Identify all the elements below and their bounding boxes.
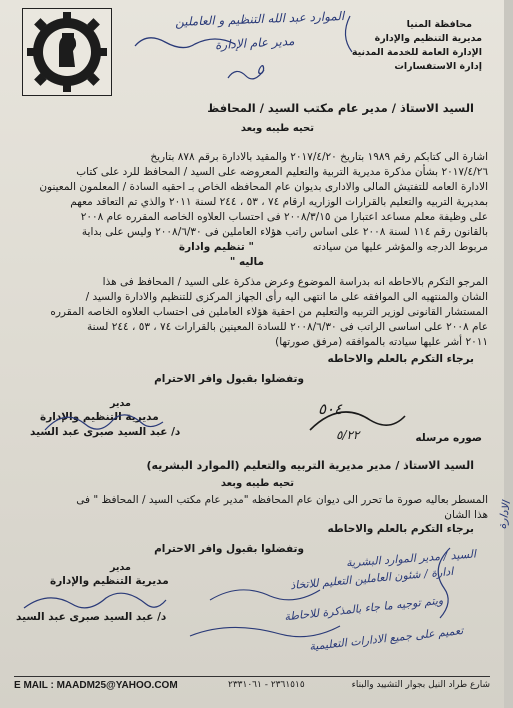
letter1-body2-line: عام ٢٠٠٨ على اساسى الراتب فى ٢٠٠٨/٦/٣٠ للسادة المعينين بالقرارات ٧٤ ، ٥٣ ، ٢٤٤ لسنة [86, 321, 488, 333]
handwritten-instruction-3: ويتم توجيه ما جاء بالمذكرة للاحاطة [284, 593, 445, 624]
letter2-body-line: هذا الشان [444, 509, 488, 521]
letter1-body2-line: المستشار القانونى لوزير التربيه والتعليم من احقية هؤلاء العاملين فى احتساب العلاوه الخاصه المقرره [50, 306, 488, 318]
outgoing-number: ٥٠٤ [318, 400, 343, 418]
letter1-subject-line: مربوط الدرجه والمؤشر عليها من سيادته [312, 241, 488, 253]
letter1-closing-request: برجاء التكرم بالعلم والاحاطه [327, 353, 474, 365]
letter2-signature [20, 586, 170, 620]
department-name: إدارة الاستفسارات [394, 61, 482, 72]
letter1-regards: وتفضلوا بقبول وافر الاحترام [154, 373, 304, 385]
letter1-signature [40, 404, 170, 440]
letter1-body-line: بالقانون رقم ١١٤ لسنة ٢٠٠٨ على اساس راتب هؤلاء العاملين فى ٢٠٠٨/٦/٣٠ ولیس على بداية [81, 226, 488, 238]
handwriting-strokes-bottom [170, 540, 490, 670]
handwritten-instruction-4: تعميم على جميع الادارات التعليمية [309, 623, 465, 654]
handwritten-instruction-1: السيد / مدير الموارد البشرية [345, 547, 477, 570]
handwritten-referral: الموارد عبد الله التنظيم و العاملين [174, 9, 345, 29]
letter2-regards: وتفضلوا بقبول وافر الاحترام [154, 543, 304, 555]
footer-address: شارع طراد النيل بجوار التشييد والبناء [351, 680, 490, 690]
letter1-signer-org: مديرية التنظيم والإدارة [40, 411, 159, 423]
footer-divider [14, 676, 490, 677]
gear-emblem-icon [23, 9, 111, 95]
letter2-closing-request: برجاء التكرم بالعلم والاحاطه [327, 523, 474, 535]
letter1-body2-line: المرجو التكرم بالاحاطه انه بدراسة الموضوع وعرض مذكرة على السيد / المحافظ فى هذا [102, 276, 488, 288]
letter2-signer-title: مدير [110, 562, 131, 573]
letter2-signer-org: مديرية التنظيم والإدارة [50, 575, 169, 587]
footer-email: E MAIL : MAADM25@YAHOO.COM [14, 680, 178, 691]
footer-phones: ٢٣٦١٥١٥ - ٢٣٣١٠٦١ [228, 680, 305, 690]
letter1-body-line: الادارة العامه للتفتيش المالى والادارى بديوان عام المحافظه الخاص بـ احقيه السادة / المعلمون المعينون [39, 181, 488, 193]
letter1-body-line: بمديرية التربيه والتعليم بالقرارات الوزاريه ارقام ٧٤ ، ٥٣ ، ٢٤٤ لسنة ٢٠١١ والذي تم التعاقد معهم [70, 196, 488, 208]
letter2-recipient: السيد الاستاذ / مدير مديرية التربيه والتعليم (الموارد البشريه) [146, 459, 474, 472]
handwritten-referral-2: مدير عام الإدارة [214, 33, 295, 53]
letter1-body-line: ٢٠١٧/٤/٢٦ بشأن مذكرة مديرية التربية والتعليم المعروضه على السيد / المحافظ للرد على كتاب [76, 166, 488, 178]
letter1-body-line: على وظيفة معلم مساعد اعتبارا من ٢٠٠٨/٣/١٥ فى احتساب العلاوه الخاصه المقرره عام ٢٠٠٨ [80, 211, 488, 223]
handwriting-scribbles [120, 8, 370, 88]
letter1-finance-note: ماليه " [229, 256, 264, 268]
letter2-greeting: تحيه طيبه وبعد [220, 478, 294, 489]
governorate-name: محافظة المنيا [406, 19, 472, 30]
handwritten-side-note: الادارة [495, 500, 513, 531]
letter1-subject-note: " تنظيم وادارة [178, 241, 254, 253]
outgoing-date: ٥/٢٢ [336, 428, 360, 442]
directorate-logo [22, 8, 112, 96]
copy-sent-label: صوره مرسله [415, 432, 482, 444]
letter1-body2-line: ٢٠١١ أشر عليها سيادته بالموافقه (مرفق صورتها) [275, 336, 488, 348]
letter1-signer-title: مدير [110, 398, 131, 409]
letter2-body-line: المسطر بعاليه صورة ما تحرر الى ديوان عام المحافظه "مدير عام مكتب السيد / المحافظ " فى [76, 494, 488, 506]
letter1-body-line: اشارة الى كتابكم رقم ١٩٨٩ بتاريخ ٢٠١٧/٤/٢٠ والمقيد بالادارة برقم ٨٧٨ بتاريخ [150, 151, 488, 163]
handwritten-initials: ٥ [256, 62, 264, 78]
general-administration: الإدارة العامة للخدمة المدنية [351, 47, 482, 58]
letter1-signer-name: د/ عبد السيد صبرى عبد السيد [30, 426, 181, 438]
letter2-signer-name: د/ عبد السيد صبرى عبد السيد [16, 611, 167, 623]
handwritten-instruction-2: ادارة / شئون العاملين التعليم للاتخاذ [290, 564, 455, 593]
letter1-recipient: السيد الاستاذ / مدير عام مكتب السيد / المحافظ [207, 101, 474, 115]
letter1-body2-line: الشان والمنتهيه الى الموافقه على ما انتهى اليه رأى الجهاز المركزى للتنظيم والادارة والسيد / [85, 291, 488, 303]
letter1-greeting: تحيه طيبه وبعد [240, 123, 314, 134]
directorate-name: مديرية التنظيم والإدارة [374, 33, 482, 44]
